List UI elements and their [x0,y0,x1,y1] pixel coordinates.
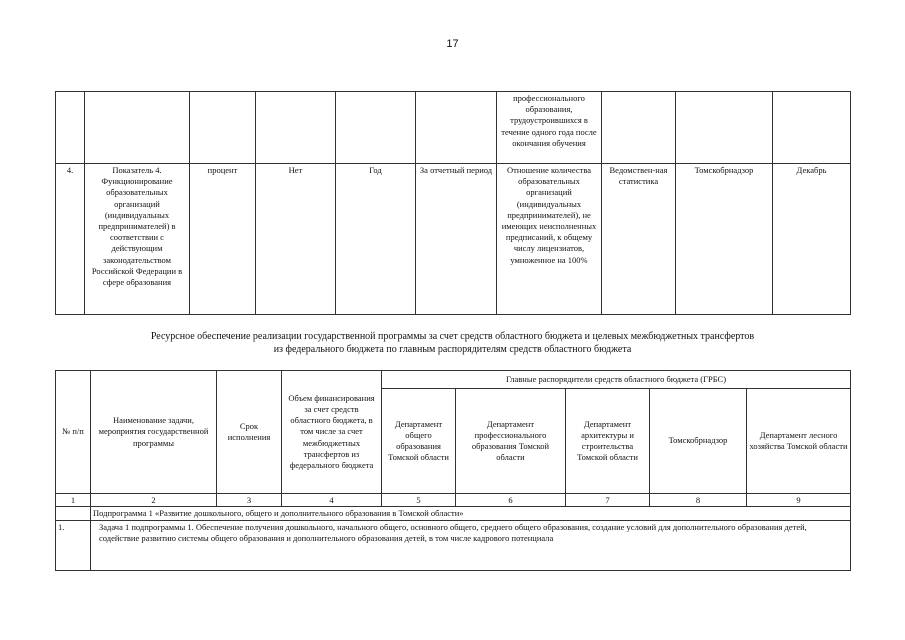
task-text: Задача 1 подпрограммы 1. Обеспечение получения дошкольного, начального общего, основного общего, среднего общего образования, создание условий для дополнительного образования детей, содействие развитию системы общего образования и дополнительного образования детей, в том числе кадрового потенциала [91,521,851,571]
column-numbers-row [56,494,851,507]
table-cell [336,92,416,164]
source-cell: Ведомствен-ная статистика [602,164,676,315]
table-cell: Год [336,164,416,315]
heading-line-2: из федерального бюджета по главным распорядителям средств областного бюджета [273,344,632,355]
header-name: Наименование задачи, мероприятия государственной программы [91,371,217,494]
resource-table [55,370,851,571]
subprogram-title: Подпрограмма 1 «Развитие дошкольного, общего и дополнительного образования в Томской области» [91,507,851,521]
column-number: 7 [566,494,650,507]
task-number: 1. [56,521,91,571]
indicators-table [55,91,851,315]
header-dept-prof-edu: Департамент профессионального образования Томской области [456,389,566,494]
table-cell [676,92,773,164]
column-number: 2 [91,494,217,507]
responsible-cell: Томскобрнадзор [676,164,773,315]
header-num: № п/п [56,371,91,494]
header-term: Срок исполнения [217,371,282,494]
page-number: 17 [446,38,459,50]
subprogram-row [56,507,851,521]
column-number: 5 [382,494,456,507]
header-tomskobrnadzor: Томскобрнадзор [650,389,747,494]
table-cell [56,92,85,164]
column-number: 8 [650,494,747,507]
column-number: 1 [56,494,91,507]
indicator-name: Показатель 4. Функционирование образовательных организаций (индивидуальных предпринимателей) в соответствии с действующим законодательством Российской Федерации в сфере образования [85,164,190,315]
task-row [56,521,851,571]
table-cell [602,92,676,164]
column-number: 9 [747,494,851,507]
table-cell [256,92,336,164]
unit-cell: процент [190,164,256,315]
calc-method-cell: Отношение количества образовательных организаций (индивидуальных предпринимателей), не имеющих неисполненных предписаний, к общему числу лицензиатов, умноженное на 100% [497,164,602,315]
table-row [56,92,851,164]
table-cell [190,92,256,164]
table-cell [85,92,190,164]
table-cell [416,92,497,164]
header-dept-general-edu: Департамент общего образования Томской области [382,389,456,494]
table-cell: За отчетный период [416,164,497,315]
column-number: 3 [217,494,282,507]
table-row [56,164,851,315]
calc-method-cell: профессионального образования, трудоустроившихся в течение одного года после окончания обучения [497,92,602,164]
header-grbs: Главные распорядители средств областного бюджета (ГРБС) [382,371,851,389]
header-dept-forestry: Департамент лесного хозяйства Томской области [747,389,851,494]
header-volume: Объем финансирования за счет средств областного бюджета, в том числе за счет межбюджетных трансфертов из федерального бюджета [282,371,382,494]
table-cell [56,507,91,521]
column-number: 4 [282,494,382,507]
table-cell: Нет [256,164,336,315]
header-row [56,371,851,389]
deadline-cell: Декабрь [773,164,851,315]
heading-line-1: Ресурсное обеспечение реализации государственной программы за счет средств областного бюджета и целевых межбюджетных трансфертов [150,331,755,342]
header-dept-architecture: Департамент архитектуры и строительства Томской области [566,389,650,494]
section-heading [55,330,850,356]
column-number: 6 [456,494,566,507]
row-number: 4. [56,164,85,315]
table-cell [773,92,851,164]
